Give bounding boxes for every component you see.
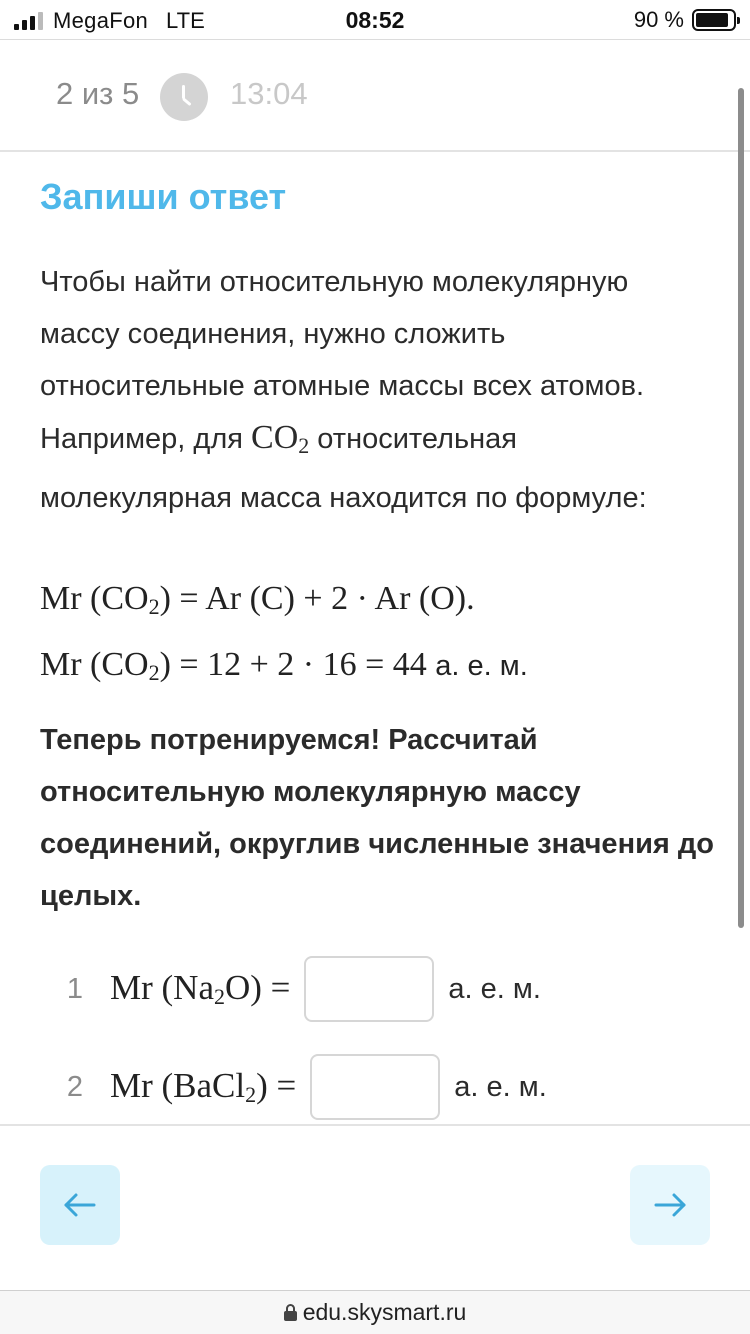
- clock-icon: [160, 73, 208, 121]
- url-text: edu.skysmart.ru: [302, 1299, 467, 1325]
- scrollbar[interactable]: [738, 88, 744, 928]
- task-title: Запиши ответ: [40, 176, 287, 217]
- question-number: 1: [66, 972, 84, 1005]
- question-2: [40, 1054, 547, 1120]
- lock-icon: [284, 1304, 297, 1321]
- formula-example: [40, 646, 528, 686]
- intro-formula-sub: 2: [298, 433, 310, 458]
- q2-formula-sub: 2: [245, 1082, 257, 1107]
- question-progress: 2 из 5: [56, 76, 140, 111]
- network-type: LTE: [166, 8, 205, 33]
- q1-formula-end: O) =: [225, 968, 291, 1007]
- formula1-sub: 2: [148, 594, 160, 619]
- quiz-header: [0, 40, 750, 152]
- status-right: [634, 7, 736, 33]
- carrier-name: MegaFon: [53, 8, 149, 33]
- question-unit: а. е. м.: [454, 1070, 547, 1103]
- intro-formula: [251, 419, 309, 456]
- q1-formula-sub: 2: [214, 984, 225, 1009]
- formula-general: [40, 580, 475, 620]
- question-formula: [110, 1066, 296, 1108]
- answer-input-1[interactable]: [304, 956, 434, 1022]
- battery-percent: 90 %: [633, 7, 684, 32]
- q1-formula-start: Mr (Na: [110, 968, 214, 1007]
- q2-formula-end: ) =: [256, 1066, 297, 1105]
- intro-formula-base: CO: [251, 419, 299, 456]
- answer-input-2[interactable]: [310, 1054, 440, 1120]
- question-formula: [110, 968, 290, 1010]
- formula2-end: ) = 12 + 2 · 16 = 44: [159, 646, 427, 683]
- formula1-end: ) = Ar (C) + 2 · Ar (O).: [159, 580, 475, 617]
- battery-icon: [692, 9, 736, 31]
- timer: 13:04: [230, 76, 308, 111]
- question-number: 2: [66, 1070, 84, 1103]
- formula2-sub: 2: [148, 660, 160, 685]
- intro-text-part2: относительная молекулярная масса находится по формуле:: [40, 423, 647, 514]
- arrow-left-icon: [61, 1186, 99, 1224]
- task-instruction: Теперь потренируемся! Рассчитай относительную молекулярную массу соединений, округлив численные значения до целых.: [40, 724, 715, 912]
- footer-divider: [0, 1124, 750, 1126]
- formula2-unit: а. е. м.: [435, 650, 528, 682]
- question-unit: а. е. м.: [448, 972, 541, 1005]
- intro-text-part1: Чтобы найти относительную молекулярную массу соединения, нужно сложить относительные атомные массы всех атомов. Например, для: [40, 266, 645, 455]
- next-button[interactable]: [630, 1165, 710, 1245]
- question-1: [40, 956, 541, 1022]
- arrow-right-icon: [651, 1186, 689, 1224]
- browser-url-bar[interactable]: [0, 1290, 750, 1334]
- task-intro: [40, 256, 715, 524]
- q2-formula-start: Mr (BaCl: [110, 1066, 246, 1105]
- formula1-start: Mr (CO: [40, 580, 149, 617]
- clock-time: 08:52: [345, 7, 405, 33]
- formula2-start: Mr (CO: [40, 646, 149, 683]
- previous-button[interactable]: [40, 1165, 120, 1245]
- header-divider: [0, 150, 750, 152]
- status-bar: [0, 0, 750, 40]
- url-wrap: [0, 1299, 750, 1326]
